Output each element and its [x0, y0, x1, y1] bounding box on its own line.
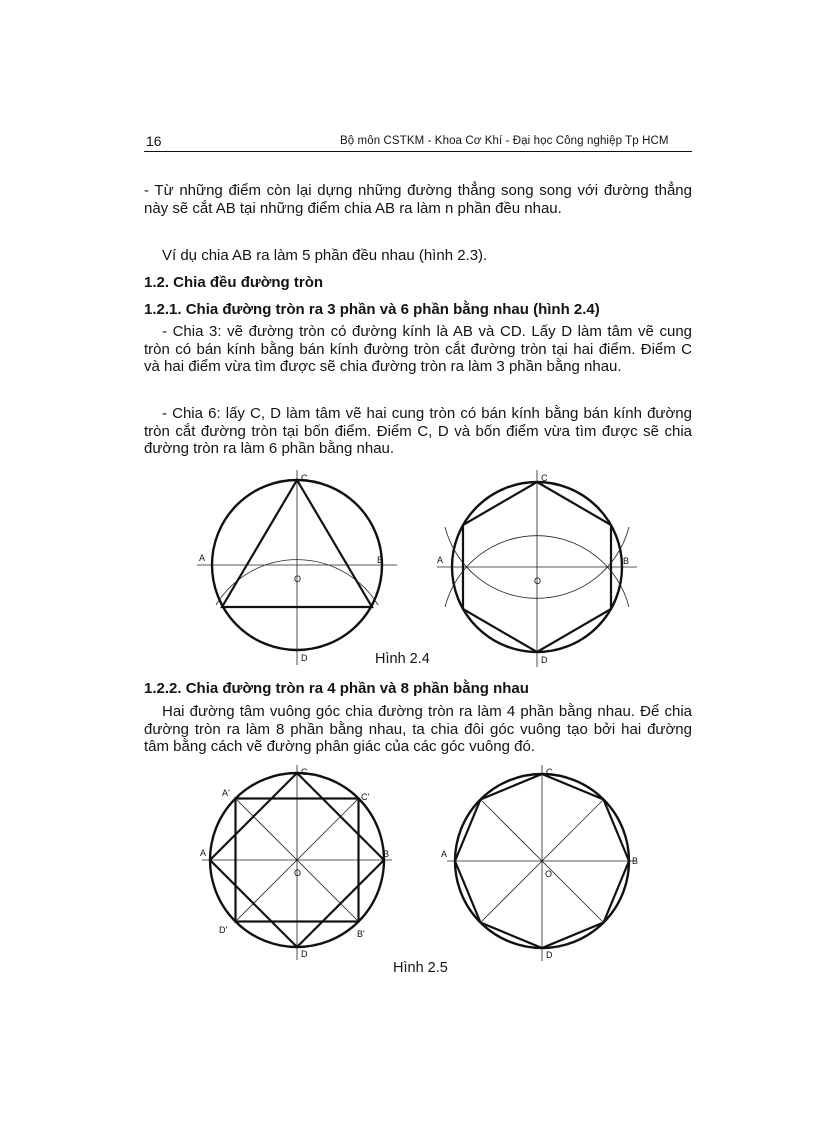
label-C: C — [546, 767, 553, 777]
paragraph-5: Hai đường tâm vuông góc chia đường tròn ra làm 4 phần bằng nhau. Để chia đường tròn ra làm 8 phần bằng nhau, ta chia đôi góc vuông tạo bởi hai đường tâm bằng cách vẽ đường phân giác của các góc vuông đó. — [144, 703, 692, 755]
label-O: O — [294, 574, 302, 584]
label-B: B — [623, 556, 630, 566]
label-D-prime: D' — [219, 925, 228, 935]
paragraph-2: Ví dụ chia AB ra làm 5 phần đều nhau (hình 2.3). — [162, 247, 488, 264]
label-B: B — [632, 856, 639, 866]
figure-2-4-caption: Hình 2.4 — [375, 651, 430, 667]
section-heading-1-2-2: 1.2.2. Chia đường tròn ra 4 phần và 8 phần bằng nhau — [144, 680, 529, 697]
label-A-prime: A' — [222, 788, 230, 798]
fig24-triangle-diagram — [197, 470, 397, 665]
label-C: C — [541, 473, 548, 483]
running-header: Bộ môn CSTKM - Khoa Cơ Khí - Đại học Công nghiệp Tp HCM — [340, 135, 669, 147]
label-O: O — [545, 869, 553, 879]
figure-2-4 — [180, 465, 660, 675]
label-D: D — [301, 949, 308, 959]
paragraph-4: - Chia 6: lấy C, D làm tâm vẽ hai cung tròn có bán kính bằng bán kính đường tròn cắt đường tròn tại bốn điểm. Điểm C, D và bốn điểm vừa tìm được sẽ chia đường tròn ra làm 6 phần bằng nhau. — [144, 405, 692, 457]
fig25-square-diagram — [200, 765, 392, 960]
section-heading-1-2: 1.2. Chia đều đường tròn — [144, 274, 324, 291]
label-O: O — [534, 576, 542, 586]
label-A: A — [441, 849, 448, 859]
section-heading-1-2-1: 1.2.1. Chia đường tròn ra 3 phần và 6 phần bằng nhau (hình 2.4) — [144, 301, 600, 318]
label-A: A — [199, 553, 206, 563]
page-number: 16 — [146, 133, 162, 149]
fig25-octagon-diagram — [441, 765, 638, 961]
label-C-prime: C' — [361, 792, 370, 802]
paragraph-1: - Từ những điểm còn lại dựng những đường thẳng song song với đường thẳng này sẽ cắt AB tại những điểm chia AB ra làm n phần đều nhau. — [144, 182, 692, 217]
label-A: A — [200, 848, 207, 858]
figure-2-5-caption: Hình 2.5 — [393, 960, 448, 976]
fig24-hexagon-diagram — [437, 470, 637, 667]
label-B-prime: B' — [357, 929, 365, 939]
label-B: B — [383, 849, 390, 859]
label-C: C — [301, 473, 308, 483]
label-O: O — [294, 868, 302, 878]
label-C: C — [301, 767, 308, 777]
label-B: B — [377, 555, 384, 565]
figure-2-5 — [180, 765, 660, 970]
label-A: A — [437, 555, 444, 565]
paragraph-3: - Chia 3: vẽ đường tròn có đường kính là AB và CD. Lấy D làm tâm vẽ cung tròn có bán kính bằng bán kính đường tròn cắt đường tròn tại hai điểm. Điểm C và hai điểm vừa tìm được sẽ chia đường tròn ra làm 3 phần bằng nhau. — [144, 323, 692, 375]
label-D: D — [301, 653, 308, 663]
label-D: D — [546, 950, 553, 960]
header-rule — [144, 151, 692, 152]
label-D: D — [541, 655, 548, 665]
